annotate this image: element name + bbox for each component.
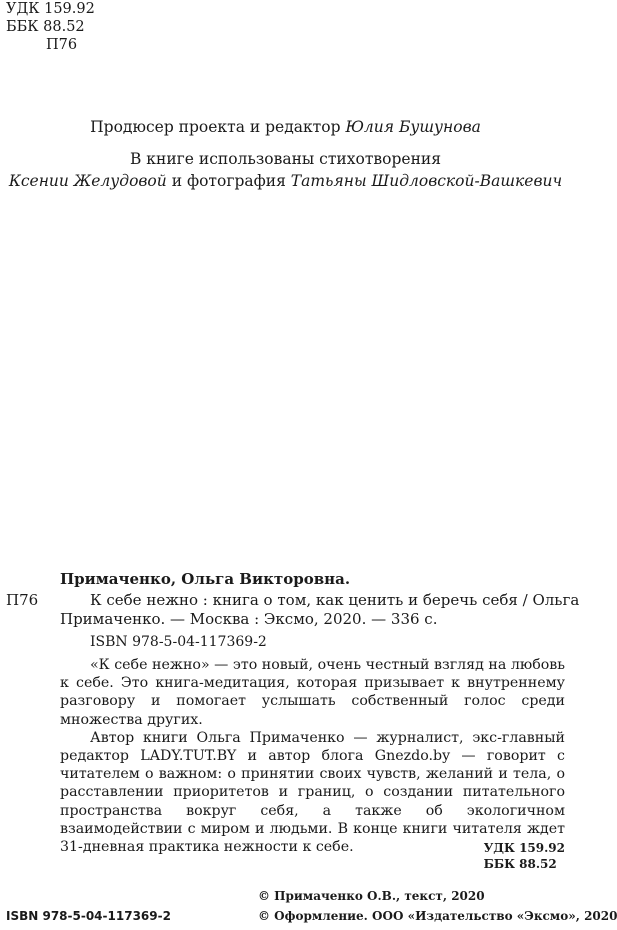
catalog-index: П76: [6, 591, 39, 609]
copyright-design: © Оформление. ООО «Издательство «Эксмо», 2020: [258, 909, 617, 923]
classification-codes-top: [6, 0, 95, 54]
udk-code-bottom: УДК 159.92: [483, 841, 565, 855]
footer-isbn: ISBN 978-5-04-117369-2: [6, 909, 171, 923]
bibliographic-line-1: К себе нежно : книга о том, как ценить и беречь себя / Ольга: [90, 591, 580, 609]
producer-prefix: Продюсер проекта и редактор: [90, 118, 346, 136]
catalog-isbn: ISBN 978-5-04-117369-2: [90, 634, 267, 650]
bbk-code: ББК 88.52: [6, 19, 85, 35]
copyright-text: © Примаченко О.В., текст, 2020: [258, 889, 485, 903]
photo-author: Татьяны Шидловской-Вашкевич: [290, 172, 563, 190]
annotation-paragraph-1: «К себе нежно» — это новый, очень честный взгляд на любовь к себе. Это книга-медитация, которая призывает к внутреннему разговору и помогает услышать собственный голос среди множества других.: [60, 657, 565, 728]
photo-credit-prefix: и фотография: [166, 172, 291, 190]
udk-code: УДК 159.92: [6, 1, 95, 17]
classification-codes-bottom: [484, 840, 565, 872]
poems-author: Ксении Желудовой: [8, 172, 167, 190]
bibliographic-line-2: Примаченко. — Москва : Эксмо, 2020. — 336 с.: [60, 610, 438, 628]
annotation-paragraph-2: Автор книги Ольга Примаченко — журналист, экс-главный редактор LADY.TUT.BY и автор блога Gnezdo.by — говорит с читателем о важном: о принятии своих чувств, желаний и тела, о расставлении приоритетов и границ, о создании питательного пространства вокруг себя, а также об экологичном взаимодействии с миром и людьми. В конце книги читателя ждет 31-дневная практика нежности к себе.: [60, 729, 565, 856]
catalog-author: Примаченко, Ольга Викторовна.: [60, 570, 351, 588]
producer-credit: [0, 118, 571, 136]
author-index-code: П76: [46, 37, 78, 53]
annotation: [60, 656, 565, 856]
bbk-code-bottom: ББК 88.52: [483, 857, 557, 871]
poems-credit-line1: В книге использованы стихотворения: [129, 150, 442, 168]
poems-credit-line2: [0, 172, 571, 190]
producer-name: Юлия Бушунова: [345, 118, 481, 136]
